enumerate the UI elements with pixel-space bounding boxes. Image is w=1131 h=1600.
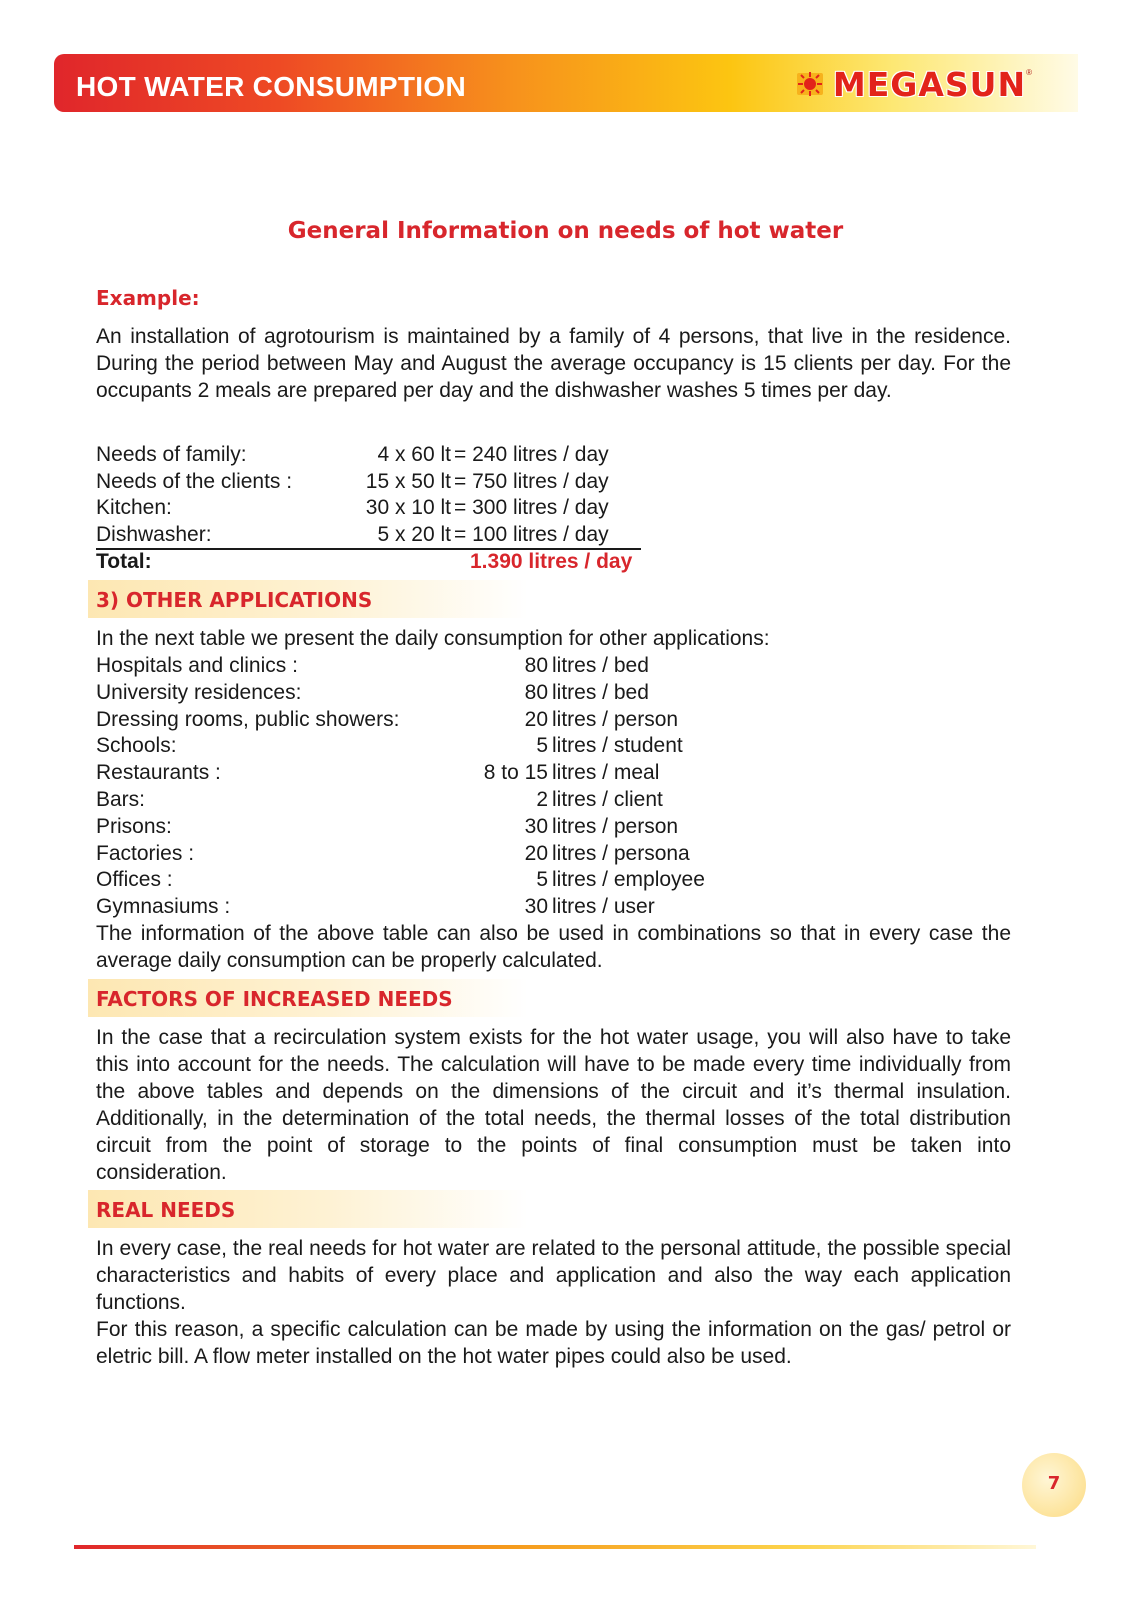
application-unit: litres / persona <box>552 842 690 865</box>
factors-paragraph: In the case that a recirculation system exists for the hot water usage, you will also have to take this into account for the needs. The calculation will have to be made every time individually from the above tables and depends on the dimensions of the circuit and it’s thermal insulation. Additionally, in the determination of the total needs, the thermal losses of the total distribution circuit from the point of storage to the points of final consumption must be taken into consideration. <box>96 1026 1011 1184</box>
total-value: 1.390 litres / day <box>470 550 633 573</box>
footer-rule <box>74 1545 1036 1549</box>
application-label: University residences: <box>96 681 302 704</box>
real-needs-heading: REAL NEEDS <box>96 1198 236 1222</box>
calc-result: = 100 litres / day <box>454 523 609 546</box>
application-row <box>96 893 796 920</box>
application-amount: 30 <box>524 895 548 918</box>
application-unit: litres / student <box>552 734 683 757</box>
application-row <box>96 786 796 813</box>
application-unit: litres / meal <box>552 761 660 784</box>
application-unit: litres / person <box>552 708 679 731</box>
header-banner <box>54 54 1078 112</box>
application-amount: 80 <box>524 681 548 704</box>
calc-label: Needs of family: <box>96 443 247 466</box>
application-row <box>96 679 796 706</box>
calc-label: Dishwasher: <box>96 523 212 546</box>
application-unit: litres / bed <box>552 681 649 704</box>
other-applications-heading: 3) OTHER APPLICATIONS <box>96 588 373 612</box>
calc-result: = 750 litres / day <box>454 470 609 493</box>
calc-row <box>96 468 641 495</box>
application-row <box>96 813 796 840</box>
application-label: Restaurants : <box>96 761 221 784</box>
application-unit: litres / person <box>552 815 679 838</box>
brand-wordmark: MEGASUN <box>832 64 1027 104</box>
application-label: Factories : <box>96 842 195 865</box>
brand-logo <box>795 64 1032 104</box>
application-label: Offices : <box>96 868 173 891</box>
application-label: Dressing rooms, public showers: <box>96 708 400 731</box>
calc-quantity: 4 x 60 lt <box>377 443 451 466</box>
other-applications-outro: The information of the above table can also be used in combinations so that in every case the average daily consumption can be properly calculated. <box>96 922 1011 972</box>
section-title: General Information on needs of hot water <box>287 218 844 244</box>
real-needs-paragraph: For this reason, a specific calculation can be made by using the information on the gas/ petrol or eletric bill. A flow meter installed on the hot water pipes could also be used. <box>96 1318 1011 1368</box>
application-unit: litres / client <box>552 788 663 811</box>
application-amount: 5 <box>536 734 548 757</box>
application-unit: litres / bed <box>552 654 649 677</box>
calc-quantity: 15 x 50 lt <box>365 470 451 493</box>
page-title: HOT WATER CONSUMPTION <box>76 71 466 102</box>
calc-row <box>96 521 641 548</box>
example-label: Example: <box>96 286 200 310</box>
sun-icon <box>795 69 825 99</box>
calc-row <box>96 441 641 468</box>
calc-result: = 240 litres / day <box>454 443 609 466</box>
factors-heading: FACTORS OF INCREASED NEEDS <box>96 987 453 1011</box>
application-label: Bars: <box>96 788 146 811</box>
example-paragraph: An installation of agrotourism is maintained by a family of 4 persons, that live in the residence. During the period between May and August the average occupancy is 15 clients per day. For the occupants 2 meals are prepared per day and the dishwasher washes 5 times per day. <box>96 325 1011 402</box>
application-label: Gymnasiums : <box>96 895 231 918</box>
factors-heading-bar <box>88 979 528 1017</box>
calc-result: = 300 litres / day <box>454 496 609 519</box>
application-row <box>96 652 796 679</box>
application-row <box>96 732 796 759</box>
total-label: Total: <box>96 550 152 573</box>
application-label: Prisons: <box>96 815 172 838</box>
application-row <box>96 840 796 867</box>
other-applications-heading-bar <box>88 580 528 618</box>
application-row <box>96 706 796 733</box>
real-needs-heading-bar <box>88 1190 528 1228</box>
application-label: Schools: <box>96 734 177 757</box>
application-amount: 20 <box>524 708 548 731</box>
application-amount: 5 <box>536 868 548 891</box>
calc-label: Kitchen: <box>96 496 172 519</box>
application-amount: 2 <box>536 788 548 811</box>
application-unit: litres / employee <box>552 868 705 891</box>
page-number: 7 <box>1047 1473 1061 1494</box>
application-row <box>96 759 796 786</box>
application-amount: 80 <box>524 654 548 677</box>
other-applications-intro: In the next table we present the daily consumption for other applications: <box>96 627 770 650</box>
calc-row <box>96 494 641 521</box>
application-amount: 30 <box>524 815 548 838</box>
application-amount: 20 <box>524 842 548 865</box>
calc-quantity: 5 x 20 lt <box>377 523 451 546</box>
application-row <box>96 866 796 893</box>
trademark-mark: ® <box>1026 68 1032 77</box>
application-unit: litres / user <box>552 895 655 918</box>
calc-label: Needs of the clients : <box>96 470 293 493</box>
real-needs-paragraph: In every case, the real needs for hot water are related to the personal attitude, the possible special characteristics and habits of every place and application and also the way each application functions. <box>96 1237 1011 1314</box>
calc-quantity: 30 x 10 lt <box>365 496 451 519</box>
application-label: Hospitals and clinics : <box>96 654 298 677</box>
application-amount: 8 to 15 <box>483 761 548 784</box>
